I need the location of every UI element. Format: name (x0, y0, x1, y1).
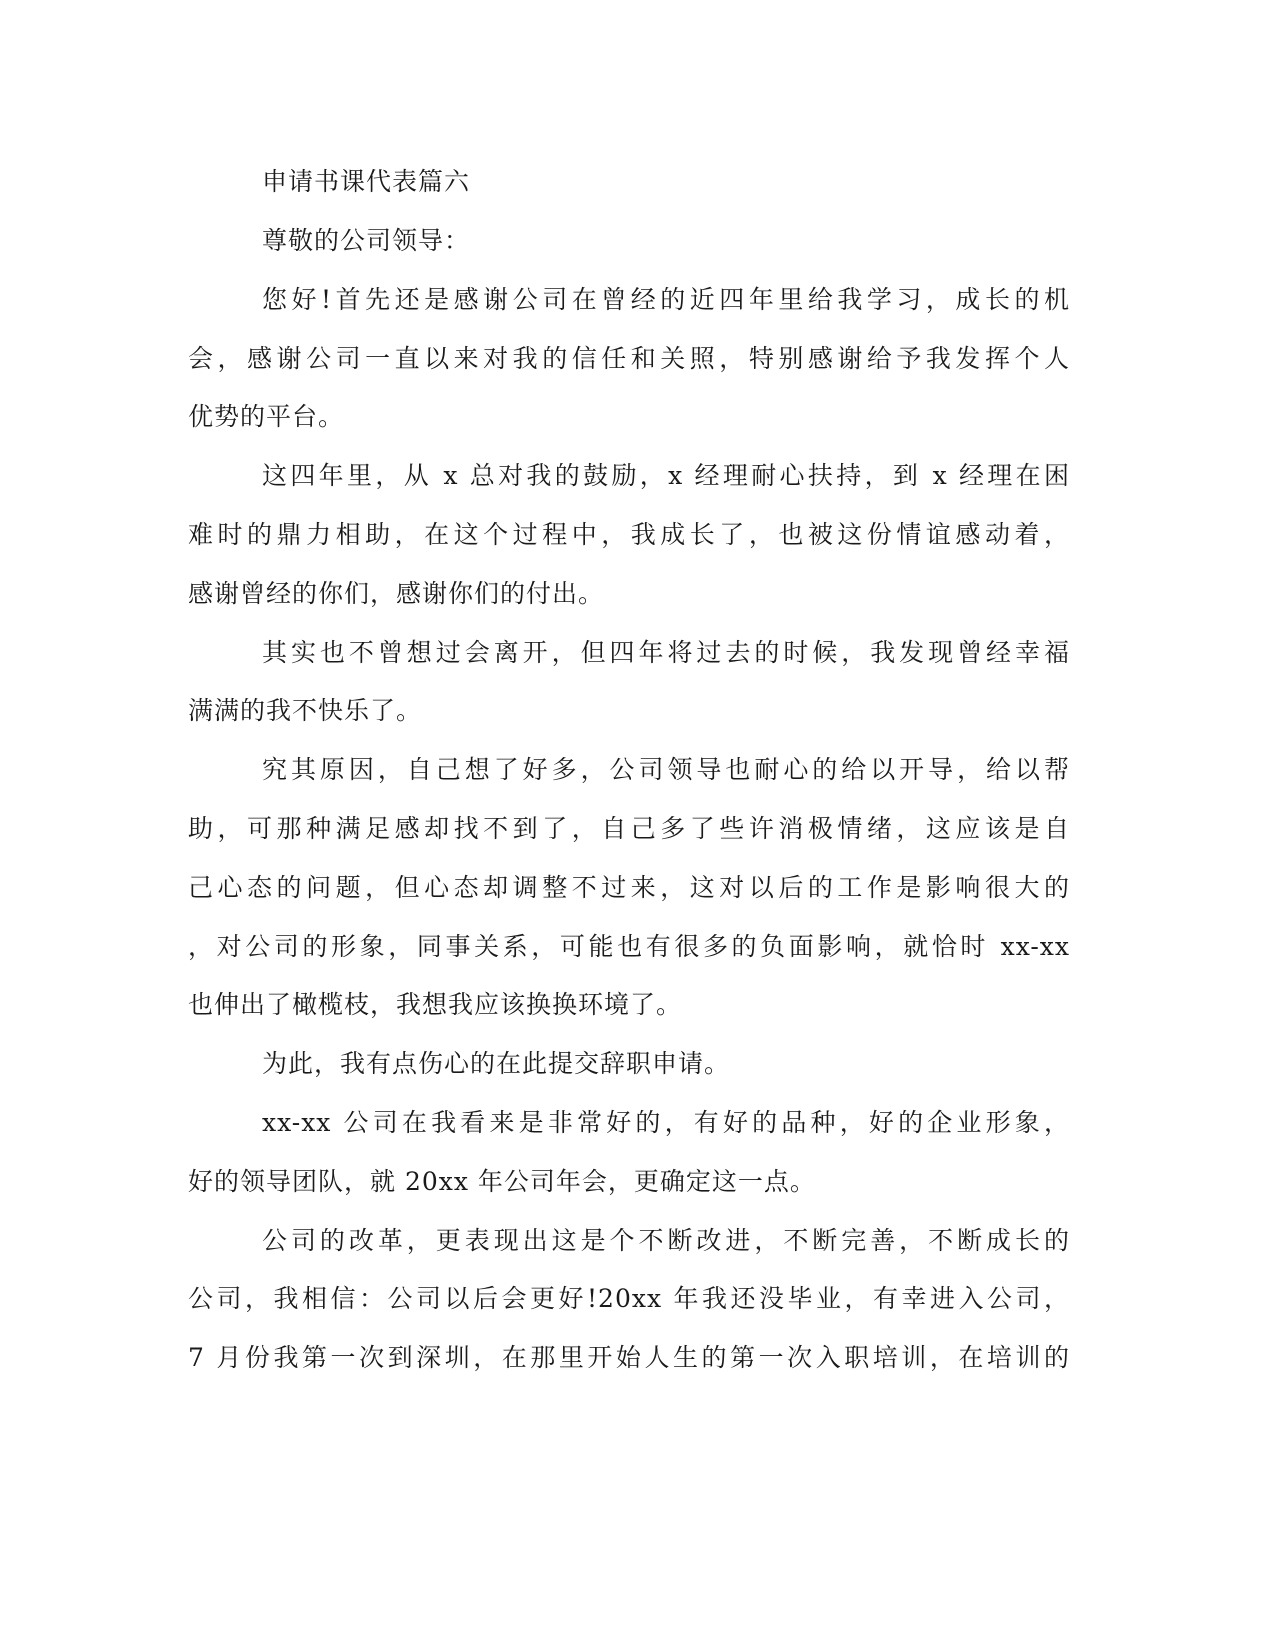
paragraph-4-line-3: 己心态的问题，但心态却调整不过来，这对以后的工作是影响很大的 (188, 873, 1070, 902)
paragraph-5-line-1: 为此，我有点伤心的在此提交辞职申请。 (262, 1049, 731, 1078)
paragraph-7-line-2: 公司，我相信：公司以后会更好!20xx 年我还没毕业，有幸进入公司， (188, 1284, 1070, 1313)
paragraph-1-line-1: 您好!首先还是感谢公司在曾经的近四年里给我学习，成长的机 (262, 285, 1070, 314)
paragraph-7-line-1: 公司的改革，更表现出这是个不断改进，不断完善，不断成长的 (262, 1226, 1070, 1255)
paragraph-2-line-1: 这四年里，从 x 总对我的鼓励，x 经理耐心扶持，到 x 经理在困 (262, 461, 1070, 490)
paragraph-2-line-2: 难时的鼎力相助，在这个过程中，我成长了，也被这份情谊感动着， (188, 520, 1070, 549)
paragraph-6-line-2: 好的领导团队，就 20xx 年公司年会，更确定这一点。 (188, 1167, 816, 1196)
paragraph-2-line-3: 感谢曾经的你们，感谢你们的付出。 (188, 579, 605, 608)
paragraph-1-line-2: 会，感谢公司一直以来对我的信任和关照，特别感谢给予我发挥个人 (188, 344, 1070, 373)
paragraph-4-line-2: 助，可那种满足感却找不到了，自己多了些许消极情绪，这应该是自 (188, 814, 1070, 843)
document-title: 申请书课代表篇六 (262, 167, 471, 196)
paragraph-6-line-1: xx-xx 公司在我看来是非常好的，有好的品种，好的企业形象， (262, 1108, 1070, 1137)
salutation: 尊敬的公司领导： (262, 226, 471, 255)
paragraph-4-line-1: 究其原因，自己想了好多，公司领导也耐心的给以开导，给以帮 (262, 755, 1070, 784)
paragraph-3-line-1: 其实也不曾想过会离开，但四年将过去的时候，我发现曾经幸福 (262, 638, 1070, 667)
paragraph-3-line-2: 满满的我不快乐了。 (188, 696, 423, 725)
paragraph-7-line-3: 7 月份我第一次到深圳，在那里开始人生的第一次入职培训，在培训的 (188, 1343, 1070, 1372)
paragraph-4-line-5: 也伸出了橄榄枝，我想我应该换换环境了。 (188, 990, 683, 1019)
paragraph-1-line-3: 优势的平台。 (188, 402, 345, 431)
paragraph-4-line-4: ，对公司的形象，同事关系，可能也有很多的负面影响，就恰时 xx-xx (188, 932, 1070, 961)
